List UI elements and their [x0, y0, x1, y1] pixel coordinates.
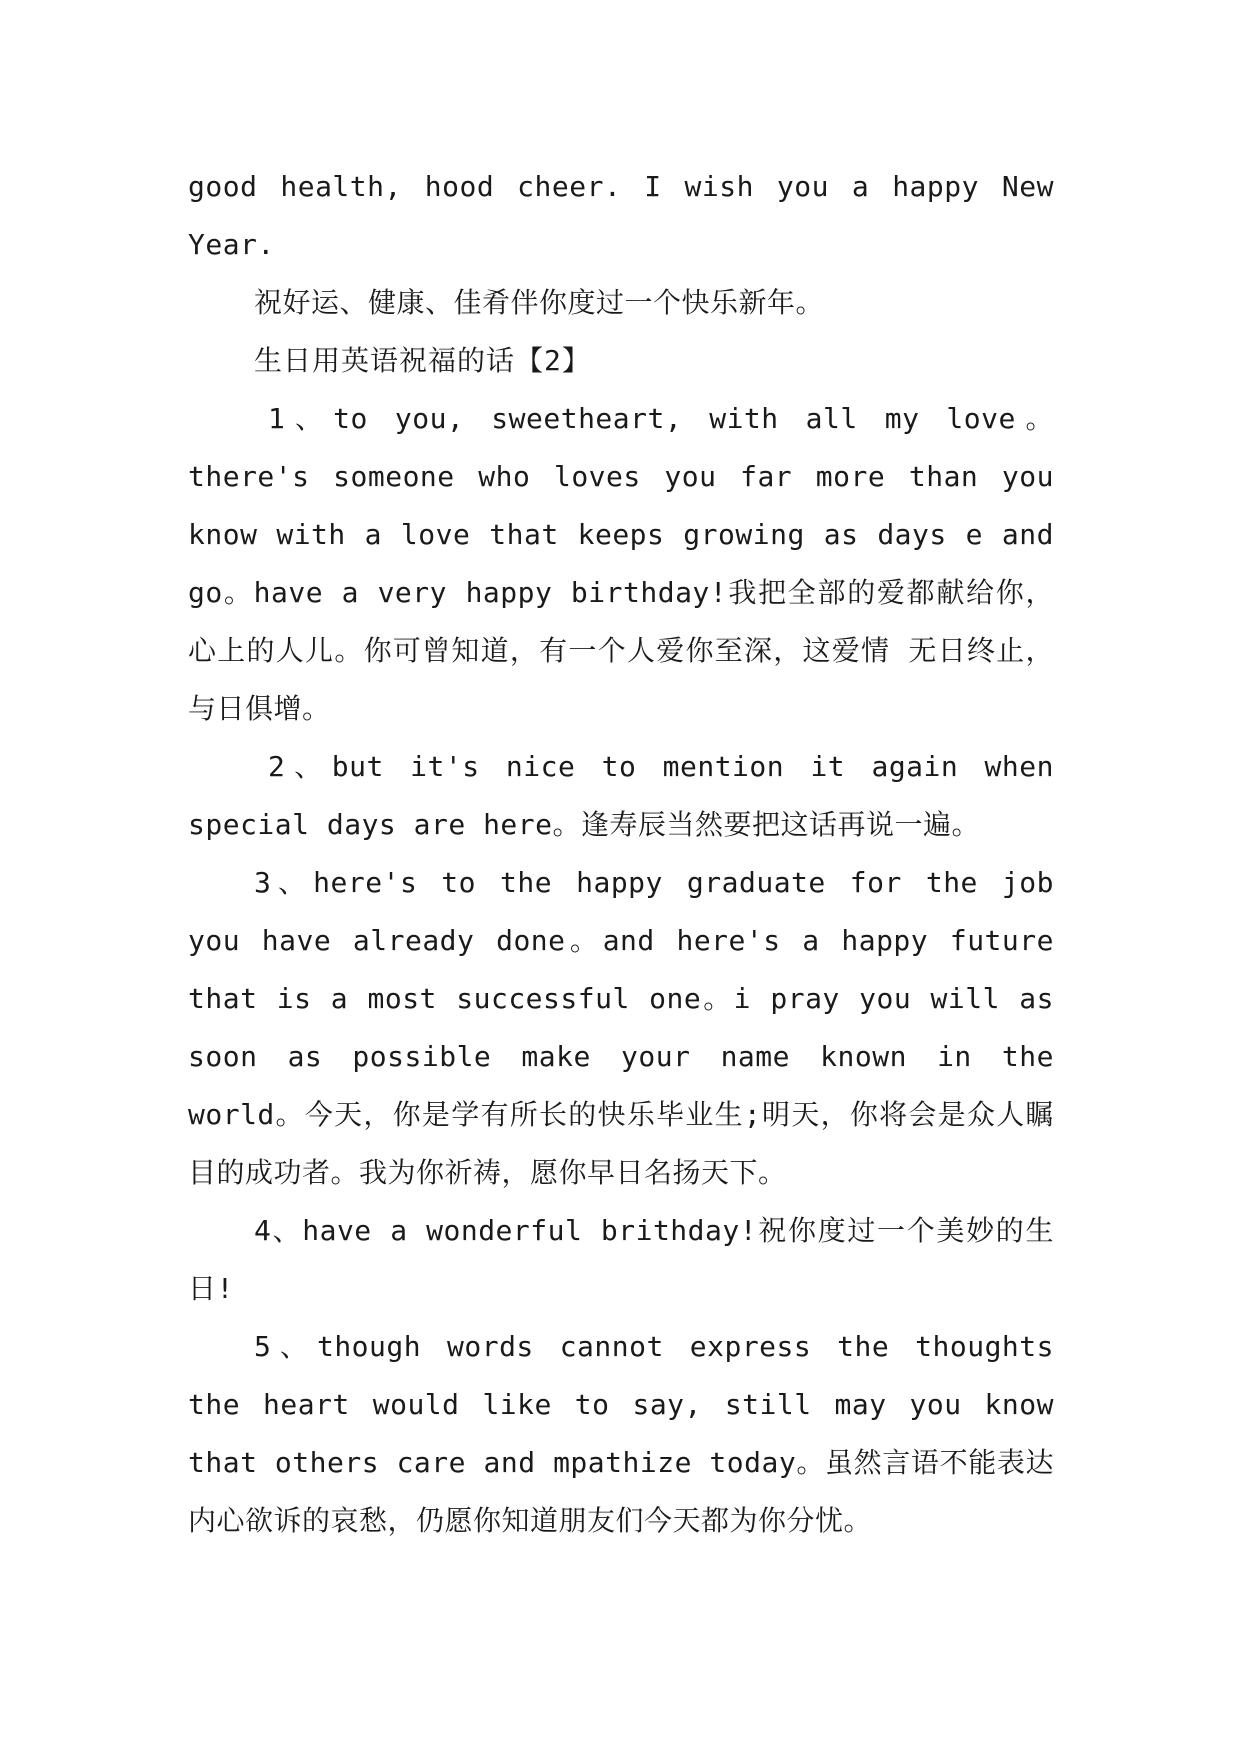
list-item-5: 5、though words cannot express the thoughts the heart would like to say, still may you know that others care and mpathize today。虽然言语不能表达内心欲诉的哀愁，仍愿你知道朋友们今天都为你分忧。 [188, 1330, 1054, 1537]
list-item-3: 3、here's to the happy graduate for the job you have already done。and here's a happy future that is a most successful one。i pray you will as soon as possible make your name known in the world。今天，你是学有所长的快乐毕业生;明天，你将会是众人瞩目的成功者。我为你祈祷，愿你早日名扬天下。 [188, 866, 1054, 1189]
list-item-2: 2、but it's nice to mention it again when special days are here。逢寿辰当然要把这话再说一遍。 [188, 750, 1054, 841]
paragraph-new-year-wish-english: good health, hood cheer. I wish you a happy New Year. [188, 170, 1054, 261]
list-item-4: 4、have a wonderful brithday!祝你度过一个美妙的生日! [188, 1214, 1054, 1305]
document-body [188, 158, 1054, 1550]
paragraph-new-year-wish-chinese: 祝好运、健康、佳肴伴你度过一个快乐新年。 [254, 286, 825, 319]
list-item-1: 1、to you, sweetheart, with all my love。there's someone who loves you far more than you know with a love that keeps growing as days e and go。have a very happy birthday!我把全部的爱都献给你，心上的人儿。你可曾知道，有一个人爱你至深，这爱情 无日终止，与日俱增。 [188, 402, 1054, 725]
section-heading: 生日用英语祝福的话【2】 [254, 344, 591, 377]
